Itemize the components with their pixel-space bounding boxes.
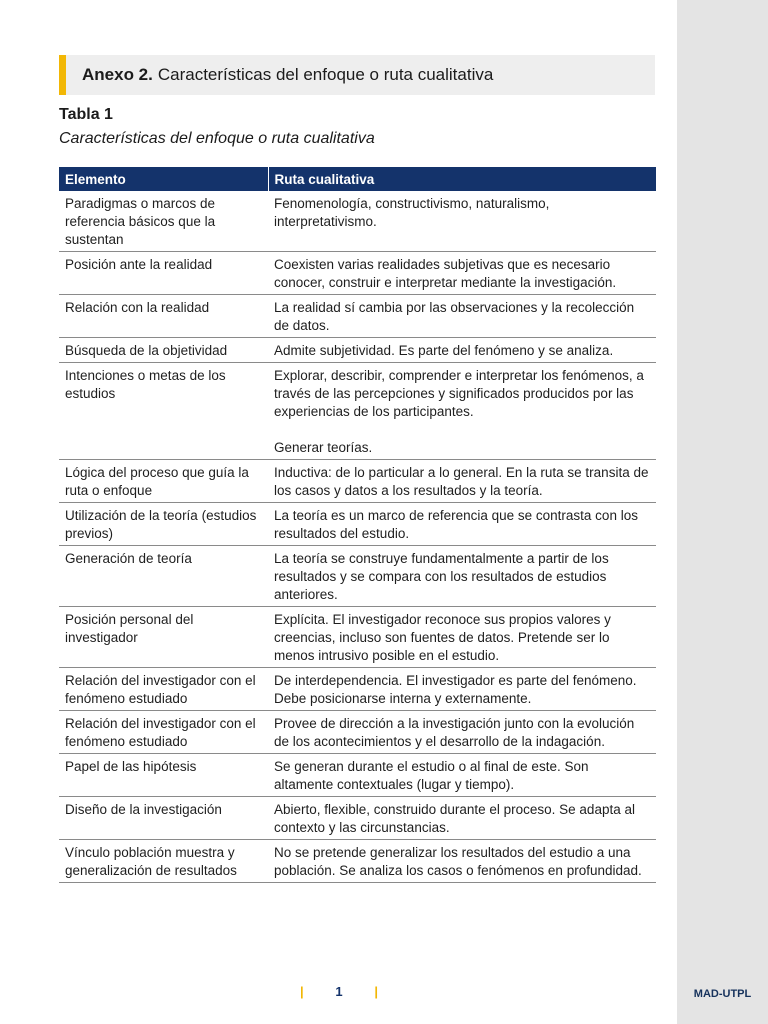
page-number: 1 (335, 984, 343, 999)
cell-ruta: Se generan durante el estudio o al final de este. Son altamente contextuales (lugar y tiempo). (268, 754, 656, 797)
cell-ruta: Admite subjetividad. Es parte del fenómeno y se analiza. (268, 338, 656, 363)
cell-elemento: Utilización de la teoría (estudios previos) (59, 503, 268, 546)
cell-elemento: Generación de teoría (59, 546, 268, 607)
table-label: Tabla 1 (59, 106, 113, 123)
cell-elemento: Intenciones o metas de los estudios (59, 363, 268, 460)
cell-elemento: Posición ante la realidad (59, 252, 268, 295)
table-caption: Características del enfoque o ruta cualitativa (59, 130, 375, 147)
table-row (59, 295, 656, 338)
footer-separator-left: | (300, 984, 304, 999)
column-header-elemento: Elemento (59, 167, 268, 191)
table-row (59, 338, 656, 363)
cell-ruta-extra: Generar teorías. (274, 440, 373, 455)
cell-elemento: Posición personal del investigador (59, 607, 268, 668)
table-row (59, 711, 656, 754)
cell-elemento: Lógica del proceso que guía la ruta o enfoque (59, 460, 268, 503)
right-sidebar (677, 0, 768, 1024)
table-row (59, 460, 656, 503)
cell-ruta: No se pretende generalizar los resultados del estudio a una población. Se analiza los casos o fenómenos en profundidad. (268, 840, 656, 883)
cell-ruta: Explorar, describir, comprender e interpretar los fenómenos, a través de las percepciones y significados producidos por las experiencias de los participantes. (274, 368, 644, 419)
cell-ruta: La teoría se construye fundamentalmente a partir de los resultados y se compara con los resultados de estudios anteriores. (268, 546, 656, 607)
cell-elemento: Relación del investigador con el fenómeno estudiado (59, 668, 268, 711)
cell-ruta: Coexisten varias realidades subjetivas que es necesario conocer, construir e interpretar mediante la investigación. (268, 252, 656, 295)
table-row (59, 503, 656, 546)
table-row (59, 252, 656, 295)
cell-elemento: Papel de las hipótesis (59, 754, 268, 797)
cell-ruta: Fenomenología, constructivismo, naturalismo, interpretativismo. (268, 191, 656, 252)
cell-elemento: Paradigmas o marcos de referencia básicos que la sustentan (59, 191, 268, 252)
annex-title: Características del enfoque o ruta cualitativa (157, 65, 494, 84)
table-row (59, 754, 656, 797)
cell-ruta: De interdependencia. El investigador es parte del fenómeno. Debe posicionarse interna y externamente. (268, 668, 656, 711)
table-row (59, 797, 656, 840)
cell-elemento: Vínculo población muestra y generalización de resultados (59, 840, 268, 883)
table-header-row (59, 167, 656, 191)
table-row (59, 363, 656, 460)
brand-label: MAD-UTPL (693, 988, 752, 1000)
table-row (59, 546, 656, 607)
cell-elemento: Búsqueda de la objetividad (59, 338, 268, 363)
table-row (59, 840, 656, 883)
cell-elemento: Relación con la realidad (59, 295, 268, 338)
cell-ruta-multi (268, 363, 656, 460)
page-footer (300, 984, 378, 999)
table-row (59, 607, 656, 668)
table-row (59, 668, 656, 711)
cell-ruta: La realidad sí cambia por las observaciones y la recolección de datos. (268, 295, 656, 338)
cell-elemento: Relación del investigador con el fenómeno estudiado (59, 711, 268, 754)
cell-ruta: Inductiva: de lo particular a lo general. En la ruta se transita de los casos y datos a los resultados y la teoría. (268, 460, 656, 503)
cell-ruta: Explícita. El investigador reconoce sus propios valores y creencias, incluso son fuentes de datos. Pretende ser lo menos intrusivo posible en el estudio. (268, 607, 656, 668)
footer-separator-right: | (374, 984, 378, 999)
column-header-ruta: Ruta cualitativa (268, 167, 656, 191)
characteristics-table (59, 167, 656, 883)
cell-ruta: Provee de dirección a la investigación junto con la evolución de los acontecimientos y el desarrollo de la indagación. (268, 711, 656, 754)
cell-ruta: La teoría es un marco de referencia que se contrasta con los resultados del estudio. (268, 503, 656, 546)
annex-prefix: Anexo 2. (82, 65, 153, 84)
annex-heading (59, 55, 655, 95)
table-row (59, 191, 656, 252)
cell-ruta: Abierto, flexible, construido durante el proceso. Se adapta al contexto y las circunstancias. (268, 797, 656, 840)
cell-elemento: Diseño de la investigación (59, 797, 268, 840)
